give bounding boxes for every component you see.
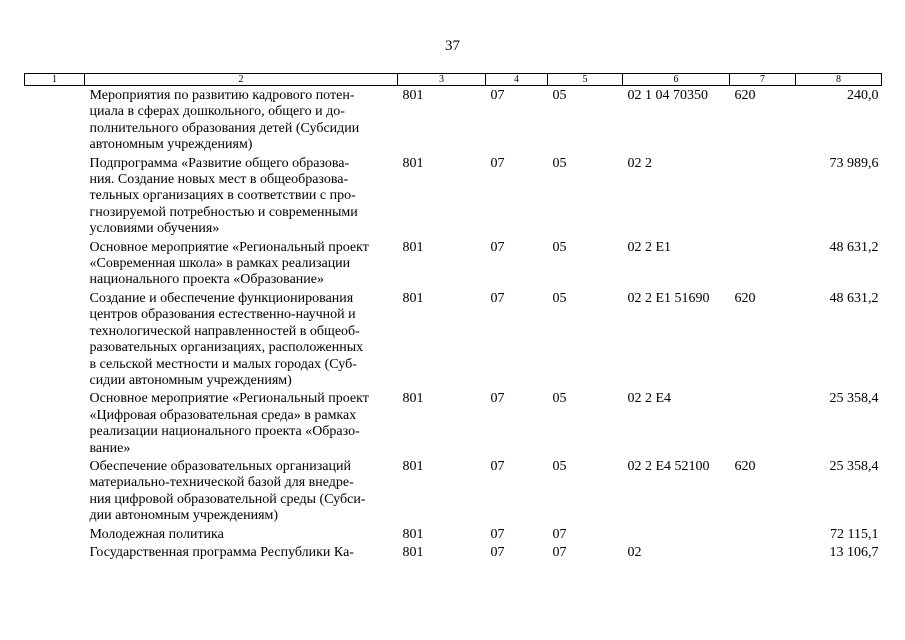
cell-name [85, 543, 398, 561]
cell-amount: 72 115,1 [830, 526, 879, 542]
cell-target: 02 [627, 544, 642, 560]
cell-name-line: материально-технической базой для внедре- [89, 475, 354, 491]
cell-name-line: Основное мероприятие «Региональный проект [89, 391, 369, 407]
cell-name [85, 289, 398, 389]
cell-name-line: полнительного образования детей (Субсидии [89, 120, 360, 136]
cell-empty [25, 238, 85, 289]
cell-name-line: технологической направленностей в общеоб- [89, 323, 360, 339]
cell-kind [730, 543, 796, 561]
cell-ministry: 801 [402, 391, 424, 407]
cell-section: 07 [490, 544, 505, 560]
cell-name-line: национального проекта «Образование» [89, 272, 325, 288]
cell-empty [25, 389, 85, 457]
column-header: 1 [25, 74, 85, 86]
cell-empty [25, 289, 85, 389]
cell-name-line: циала в сферах дошкольного, общего и до- [89, 104, 345, 120]
cell-amount: 48 631,2 [829, 290, 879, 306]
column-header: 6 [623, 74, 730, 86]
cell-name-line: Молодежная политика [89, 526, 224, 542]
column-header: 2 [85, 74, 398, 86]
cell-kind: 620 [734, 458, 756, 474]
column-header: 4 [486, 74, 548, 86]
cell-kind: 620 [734, 290, 756, 306]
cell-section: 07 [490, 290, 505, 306]
table-row [25, 525, 882, 543]
table-body [25, 86, 882, 562]
cell-name [85, 154, 398, 238]
cell-target: 02 2 E1 51690 [627, 290, 710, 306]
cell-amount: 13 106,7 [829, 544, 879, 560]
cell-kind [730, 389, 796, 457]
cell-name-line: тельных организациях в соответствии с про- [89, 188, 356, 204]
table-row [25, 86, 882, 154]
budget-table [24, 73, 882, 561]
cell-amount: 25 358,4 [829, 458, 879, 474]
cell-kind: 620 [734, 88, 756, 103]
cell-target: 02 2 E1 [627, 239, 672, 255]
cell-name [85, 525, 398, 543]
cell-name [85, 238, 398, 289]
cell-name-line: реализации национального проекта «Образо- [89, 424, 360, 440]
cell-name-line: Обеспечение образовательных организаций [89, 458, 351, 474]
cell-name-line: автономным учреждениям) [89, 137, 253, 153]
cell-name-line: Государственная программа Республики Ка- [89, 544, 354, 560]
cell-ministry: 801 [402, 544, 424, 560]
cell-name-line: дии автономным учреждениям) [89, 508, 279, 524]
cell-kind [730, 154, 796, 238]
cell-name [85, 457, 398, 525]
table-row [25, 389, 882, 457]
cell-ministry: 801 [402, 290, 424, 306]
cell-ministry: 801 [402, 88, 424, 103]
cell-name-line: условиями обучения» [89, 221, 220, 237]
cell-name-line: «Цифровая образовательная среда» в рамках [89, 407, 357, 423]
cell-amount: 48 631,2 [829, 239, 879, 255]
cell-subsection: 05 [552, 391, 567, 407]
cell-target: 02 2 [627, 155, 652, 171]
cell-empty [25, 525, 85, 543]
table-row [25, 543, 882, 561]
column-header: 7 [730, 74, 796, 86]
cell-ministry: 801 [402, 458, 424, 474]
cell-name-line: Основное мероприятие «Региональный проект [89, 239, 369, 255]
table-row [25, 238, 882, 289]
header-row [25, 74, 882, 86]
cell-empty [25, 154, 85, 238]
cell-name [85, 389, 398, 457]
cell-name-line: ния. Создание новых мест в общеобразова- [89, 172, 349, 188]
cell-section: 07 [490, 155, 505, 171]
cell-ministry: 801 [402, 239, 424, 255]
cell-ministry: 801 [402, 155, 424, 171]
cell-ministry: 801 [402, 526, 424, 542]
cell-subsection: 07 [552, 544, 567, 560]
cell-target [623, 525, 730, 543]
cell-name-line: разовательных организациях, расположенных [89, 340, 364, 356]
cell-name-line: гнозируемой потребностью и современными [89, 204, 358, 220]
column-header: 8 [796, 74, 882, 86]
cell-name-line: Мероприятия по развитию кадрового потен- [89, 88, 355, 103]
cell-name-line: центров образования естественно-научной и [89, 307, 356, 323]
cell-subsection: 05 [552, 458, 567, 474]
page-number: 37 [445, 38, 460, 54]
cell-name-line: Подпрограмма «Развитие общего образова- [89, 155, 350, 171]
column-header: 3 [398, 74, 486, 86]
cell-target: 02 2 E4 [627, 391, 672, 407]
cell-target: 02 2 E4 52100 [627, 458, 710, 474]
cell-section: 07 [490, 458, 505, 474]
cell-name-line: сидии автономным учреждениям) [89, 372, 292, 388]
cell-name-line: в сельской местности и малых городах (Суб- [89, 356, 357, 372]
cell-amount: 240,0 [847, 88, 879, 103]
column-header: 5 [548, 74, 623, 86]
cell-empty [25, 543, 85, 561]
cell-name-line: Создание и обеспечение функционирования [89, 290, 354, 306]
table-row [25, 457, 882, 525]
cell-name-line: «Современная школа» в рамках реализации [89, 256, 351, 272]
cell-subsection: 05 [552, 290, 567, 306]
cell-section: 07 [490, 391, 505, 407]
cell-subsection: 05 [552, 88, 567, 103]
cell-section: 07 [490, 88, 505, 103]
cell-name-line: вание» [89, 440, 131, 456]
cell-empty [25, 457, 85, 525]
cell-subsection: 05 [552, 239, 567, 255]
cell-empty [25, 86, 85, 154]
cell-kind [730, 238, 796, 289]
cell-name-line: ния цифровой образовательной среды (Субси- [89, 491, 366, 507]
cell-amount: 25 358,4 [829, 391, 879, 407]
cell-section: 07 [490, 239, 505, 255]
table-row [25, 289, 882, 389]
table-row [25, 154, 882, 238]
cell-section: 07 [490, 526, 505, 542]
cell-name [85, 86, 398, 154]
cell-target: 02 1 04 70350 [627, 88, 708, 103]
cell-kind [730, 525, 796, 543]
cell-subsection: 07 [552, 526, 567, 542]
cell-amount: 73 989,6 [829, 155, 879, 171]
cell-subsection: 05 [552, 155, 567, 171]
